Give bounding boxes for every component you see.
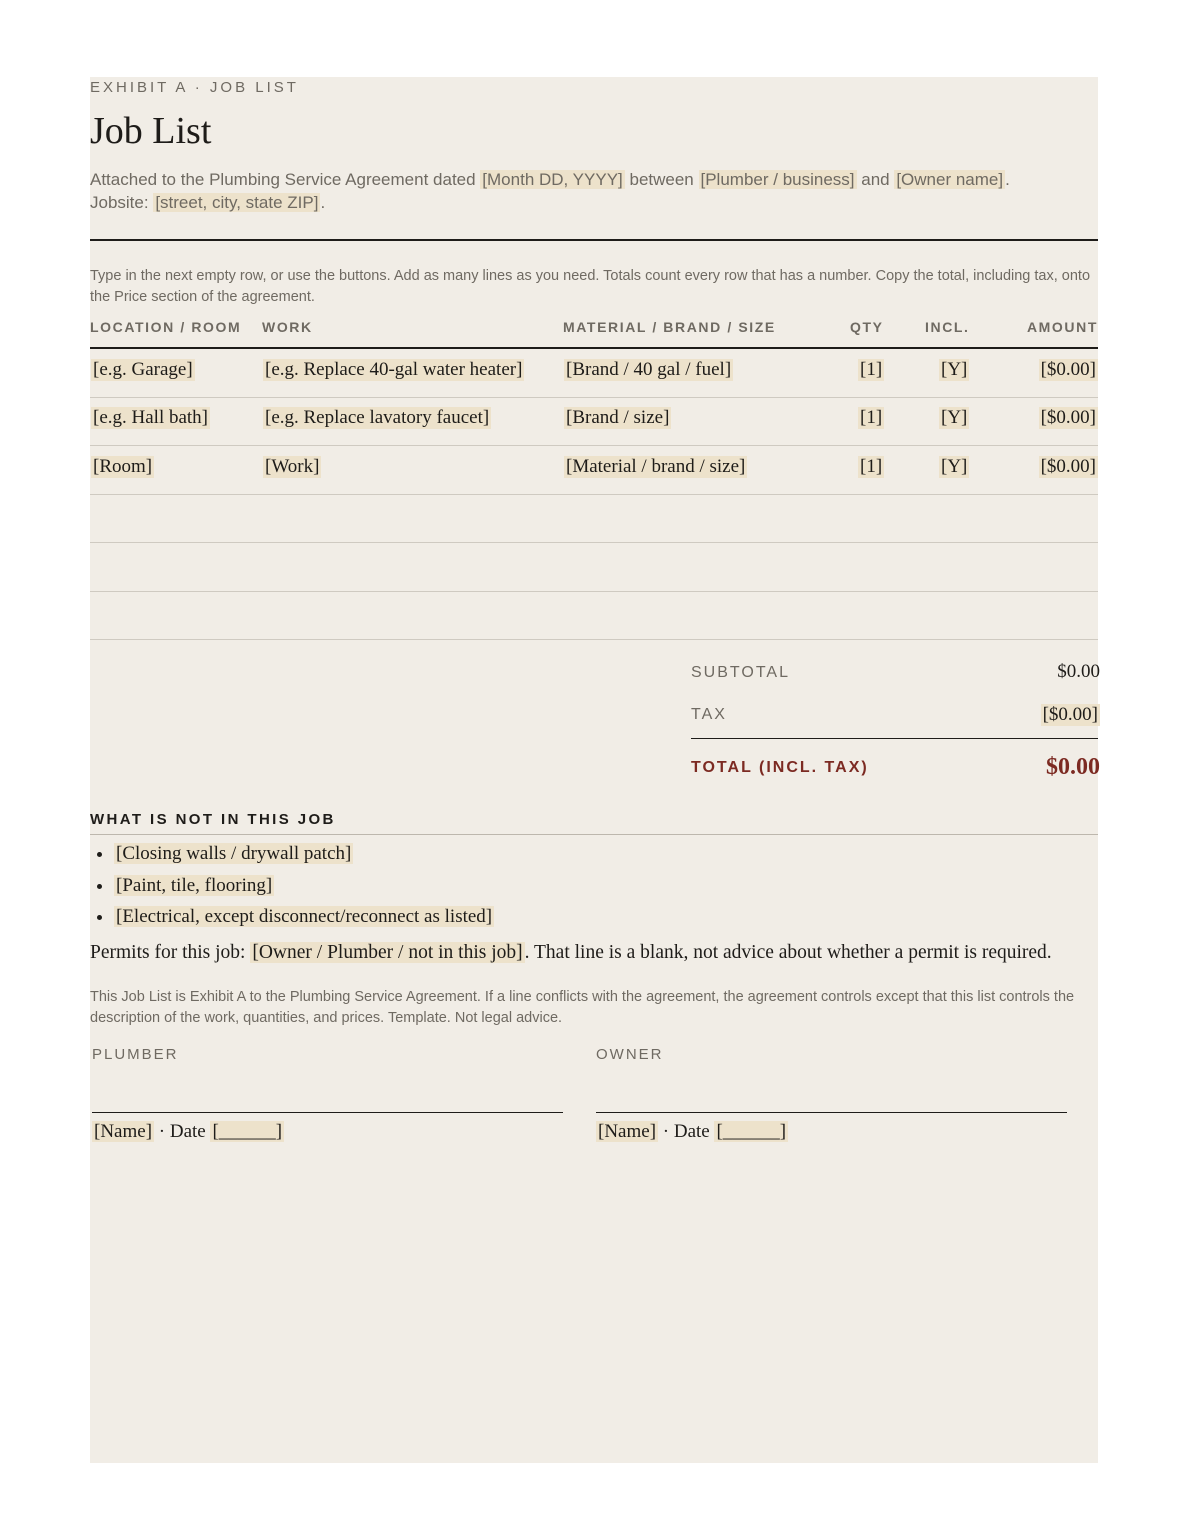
legal-note: This Job List is Exhibit A to the Plumbing Service Agreement. If a line conflicts with the agreement, the agreement controls except that this list controls the description of the work, quantities, and prices. Template. Not legal advice. [90, 989, 1075, 1026]
work-cell[interactable]: [e.g. Replace 40-gal water heater] [265, 359, 523, 380]
table-row [90, 349, 1098, 398]
work-cell[interactable]: [e.g. Replace lavatory faucet] [265, 407, 490, 428]
plumber-date-field[interactable]: [______] [212, 1121, 283, 1142]
page-title: Job List [90, 110, 212, 152]
tax-field[interactable]: [$0.00] [1042, 704, 1098, 725]
permits-line [90, 942, 1120, 964]
intro-paragraph [90, 168, 1098, 214]
plumber-name-field[interactable]: [Name] [94, 1121, 153, 1142]
column-header-location: LOCATION / ROOM [90, 319, 242, 335]
subtotal-label: SUBTOTAL [691, 664, 790, 681]
location-cell[interactable]: [e.g. Garage] [93, 359, 193, 380]
included-cell[interactable]: [Y] [941, 359, 968, 380]
list-item [114, 873, 494, 905]
table-row [90, 397, 1098, 446]
work-cell[interactable]: [Work] [265, 456, 320, 477]
plumber-signature-label: PLUMBER [92, 1046, 179, 1063]
totals-divider [691, 738, 1098, 739]
permits-label: Permits for this job: [90, 942, 251, 963]
list-item [114, 841, 494, 873]
plumber-signature-line[interactable] [92, 1112, 563, 1113]
owner-name-field[interactable]: [Name] [598, 1121, 657, 1142]
column-header-work: WORK [262, 319, 313, 335]
jobsite-label: Jobsite: [90, 193, 154, 212]
included-cell[interactable]: [Y] [941, 456, 968, 477]
exclusions-list [90, 841, 494, 936]
job-list-page [90, 77, 1098, 1463]
list-item [114, 904, 494, 936]
permits-field[interactable]: [Owner / Plumber / not in this job] [252, 942, 523, 963]
owner-name-date [596, 1121, 788, 1143]
column-header-amount: AMOUNT [1026, 319, 1098, 335]
exclusions-heading: WHAT IS NOT IN THIS JOB [90, 811, 336, 828]
subtotal-value: $0.00 [1057, 661, 1100, 682]
material-cell[interactable]: [Brand / 40 gal / fuel] [566, 359, 732, 380]
intro-text: . [1005, 170, 1010, 189]
owner-name-field[interactable]: [Owner name] [896, 170, 1004, 189]
material-cell[interactable]: [Material / brand / size] [566, 456, 746, 477]
tax-label: TAX [691, 706, 727, 723]
qty-cell[interactable]: [1] [860, 456, 883, 477]
column-header-included: INCL. [925, 319, 970, 335]
material-cell[interactable]: [Brand / size] [566, 407, 670, 428]
agreement-date-field[interactable]: [Month DD, YYYY] [482, 170, 623, 189]
included-cell[interactable]: [Y] [941, 407, 968, 428]
empty-table-row[interactable] [90, 543, 1098, 592]
amount-cell[interactable]: [$0.00] [1040, 456, 1096, 477]
location-cell[interactable]: [Room] [93, 456, 153, 477]
exclusion-field[interactable]: [Electrical, except disconnect/reconnect as listed] [116, 906, 493, 927]
help-text: Type in the next empty row, or use the buttons. Add as many lines as you need. Totals count every row that has a number. Copy the total, including tax, onto the Price section of the agreement. [90, 268, 1091, 305]
empty-table-row[interactable] [90, 591, 1098, 640]
table-row [90, 446, 1098, 495]
plumber-name-date [92, 1121, 284, 1143]
amount-cell[interactable]: [$0.00] [1040, 359, 1096, 380]
total-label: TOTAL (INCL. TAX) [691, 759, 869, 776]
plumber-business-field[interactable]: [Plumber / business] [700, 170, 855, 189]
total-value: $0.00 [1046, 754, 1100, 780]
exhibit-label: EXHIBIT A · JOB LIST [90, 79, 299, 96]
intro-text: between [624, 170, 699, 189]
exclusions-divider [90, 834, 1098, 835]
qty-cell[interactable]: [1] [860, 359, 883, 380]
amount-cell[interactable]: [$0.00] [1040, 407, 1096, 428]
intro-text: Attached to the Plumbing Service Agreement dated [90, 170, 481, 189]
date-label: · Date [154, 1121, 211, 1142]
exclusion-field[interactable]: [Paint, tile, flooring] [116, 874, 273, 896]
date-label: · Date [658, 1121, 715, 1142]
owner-date-field[interactable]: [______] [716, 1121, 787, 1142]
intro-text: and [856, 170, 895, 189]
header-divider [90, 239, 1098, 241]
jobsite-field[interactable]: [street, city, state ZIP] [155, 193, 319, 212]
owner-signature-label: OWNER [596, 1046, 664, 1063]
qty-cell[interactable]: [1] [860, 407, 883, 428]
column-header-material: MATERIAL / BRAND / SIZE [563, 319, 776, 335]
exclusion-field[interactable]: [Closing walls / drywall patch] [116, 843, 352, 864]
permits-note: . That line is a blank, not advice about whether a permit is required. [524, 942, 1052, 963]
location-cell[interactable]: [e.g. Hall bath] [93, 407, 209, 428]
empty-table-row[interactable] [90, 494, 1098, 543]
column-header-qty: QTY [850, 319, 884, 335]
owner-signature-line[interactable] [596, 1112, 1067, 1113]
intro-text: . [320, 193, 326, 212]
